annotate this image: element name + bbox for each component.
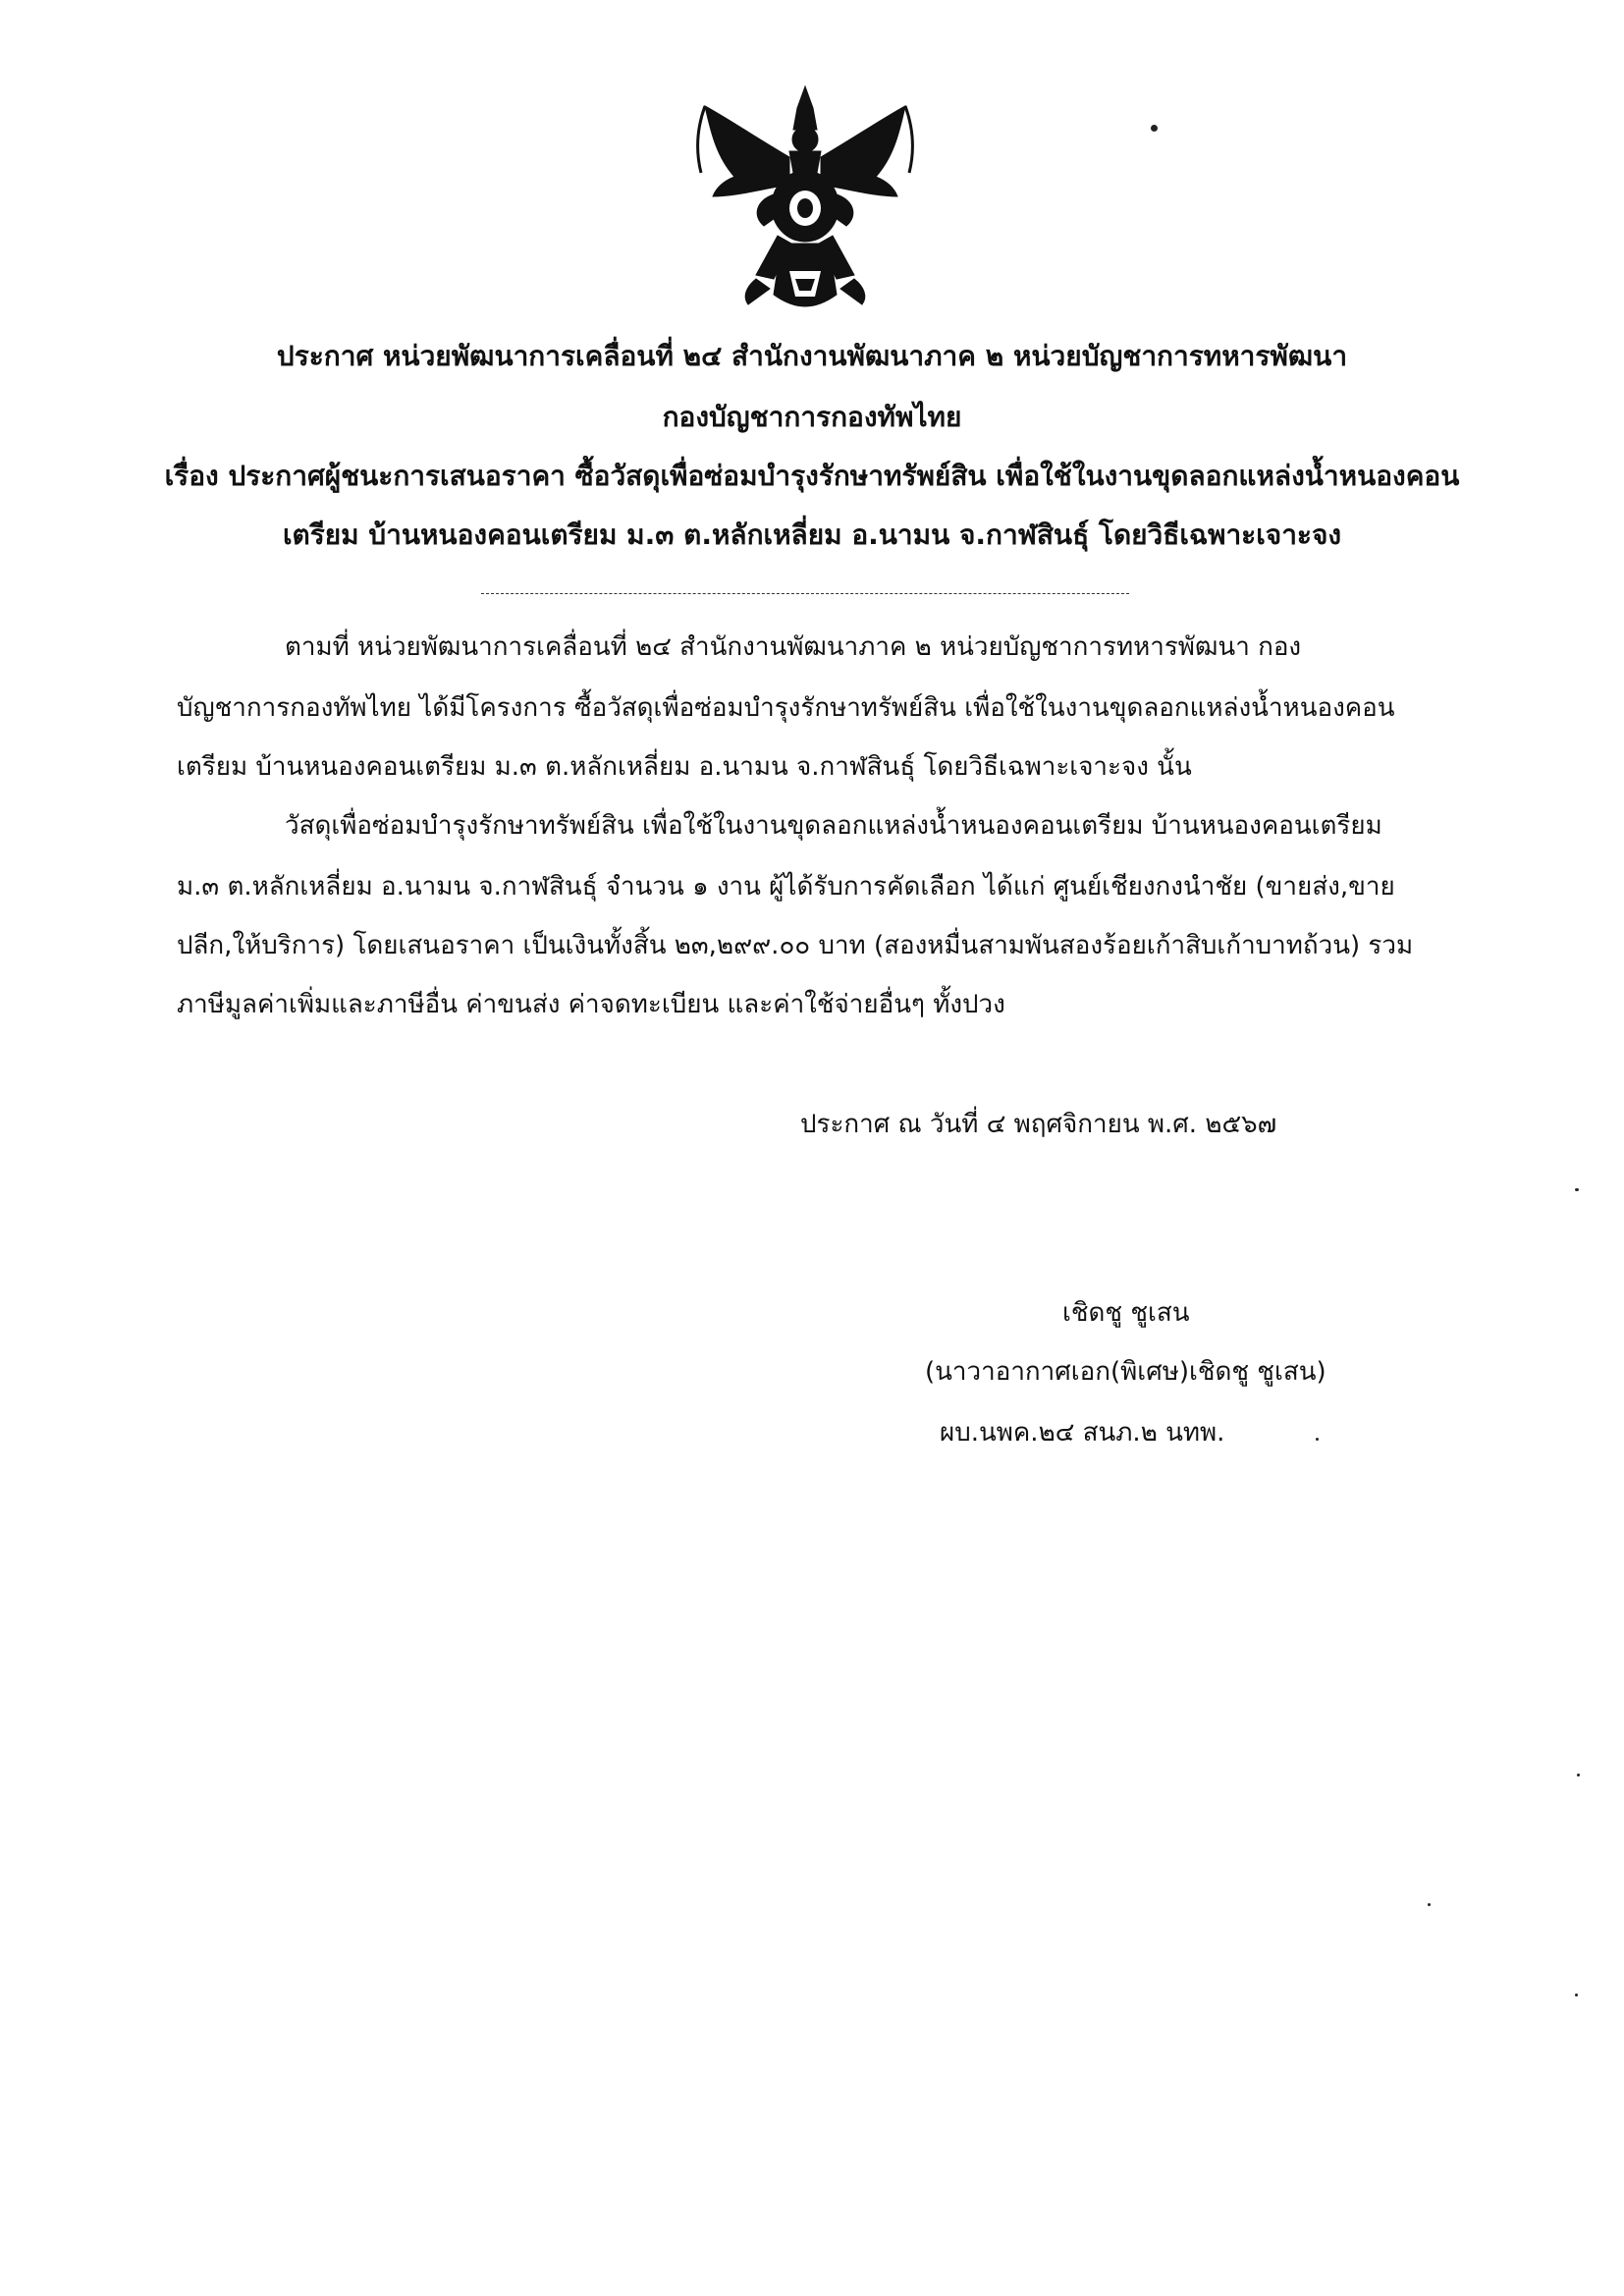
announcement-subject-line1: เรื่อง ประกาศผู้ชนะการเสนอราคา ซื้อวัสดุเพื่อซ่อมบำรุงรักษาทรัพย์สิน เพื่อใช้ในงานขุดลอกแหล่งน้ำหนองคอน [164,460,1460,492]
paragraph2-line4: ภาษีมูลค่าเพิ่มและภาษีอื่น ค่าขนส่ง ค่าจดทะเบียน และค่าใช้จ่ายอื่นๆ ทั้งปวง [177,990,1005,1019]
announcement-title-line2: กองบัญชาการกองทัพไทย [662,401,962,433]
scan-speck [1428,1903,1431,1906]
paragraph2-line2: ม.๓ ต.หลักเหลี่ยม อ.นามน จ.กาฬสินธุ์ จำนวน ๑ งาน ผู้ได้รับการคัดเลือก ได้แก่ ศูนย์เชียงกงนำชัย (ขายส่ง,ขาย [177,872,1395,902]
paragraph1-line3: เตรียม บ้านหนองคอนเตรียม ม.๓ ต.หลักเหลี่ยม อ.นามน จ.กาฬสินธุ์ โดยวิธีเฉพาะเจาะจง นั้น [177,752,1192,782]
garuda-emblem-icon [687,79,923,324]
announcement-date: ประกาศ ณ วันที่ ๔ พฤศจิกายน พ.ศ. ๒๕๖๗ [800,1110,1277,1139]
scan-speck [1151,125,1158,132]
scan-speck [1575,1994,1578,1996]
signature-name: เชิดชู ชูเสน [1062,1298,1190,1328]
dashed-divider [481,593,1129,594]
announcement-title-line1: ประกาศ หน่วยพัฒนาการเคลื่อนที่ ๒๔ สำนักงานพัฒนาภาค ๒ หน่วยบัญชาการทหารพัฒนา [276,340,1348,372]
signature-position: ผบ.นพค.๒๔ สนภ.๒ นทพ. [940,1418,1225,1448]
paragraph1-line1: ตามที่ หน่วยพัฒนาการเคลื่อนที่ ๒๔ สำนักงานพัฒนาภาค ๒ หน่วยบัญชาการทหารพัฒนา กอง [285,632,1302,662]
signature-rank-name: (นาวาอากาศเอก(พิเศษ)เชิดชู ชูเสน) [925,1357,1326,1387]
paragraph2-line3: ปลีก,ให้บริการ) โดยเสนอราคา เป็นเงินทั้งสิ้น ๒๓,๒๙๙.๐๐ บาท (สองหมื่นสามพันสองร้อยเก้าสิบเก้าบาทถ้วน) รวม [177,931,1414,960]
scan-speck [1575,1188,1579,1191]
announcement-subject-line2: เตรียม บ้านหนองคอนเตรียม ม.๓ ต.หลักเหลี่ยม อ.นามน จ.กาฬสินธุ์ โดยวิธีเฉพาะเจาะจง [282,519,1342,551]
scan-speck [1577,1774,1580,1777]
paragraph2-line1: วัสดุเพื่อซ่อมบำรุงรักษาทรัพย์สิน เพื่อใช้ในงานขุดลอกแหล่งน้ำหนองคอนเตรียม บ้านหนองคอนเตรียม [285,811,1382,841]
scan-speck [1316,1438,1319,1441]
paragraph1-line2: บัญชาการกองทัพไทย ได้มีโครงการ ซื้อวัสดุเพื่อซ่อมบำรุงรักษาทรัพย์สิน เพื่อใช้ในงานขุดลอกแหล่งน้ำหนองคอน [177,693,1395,723]
